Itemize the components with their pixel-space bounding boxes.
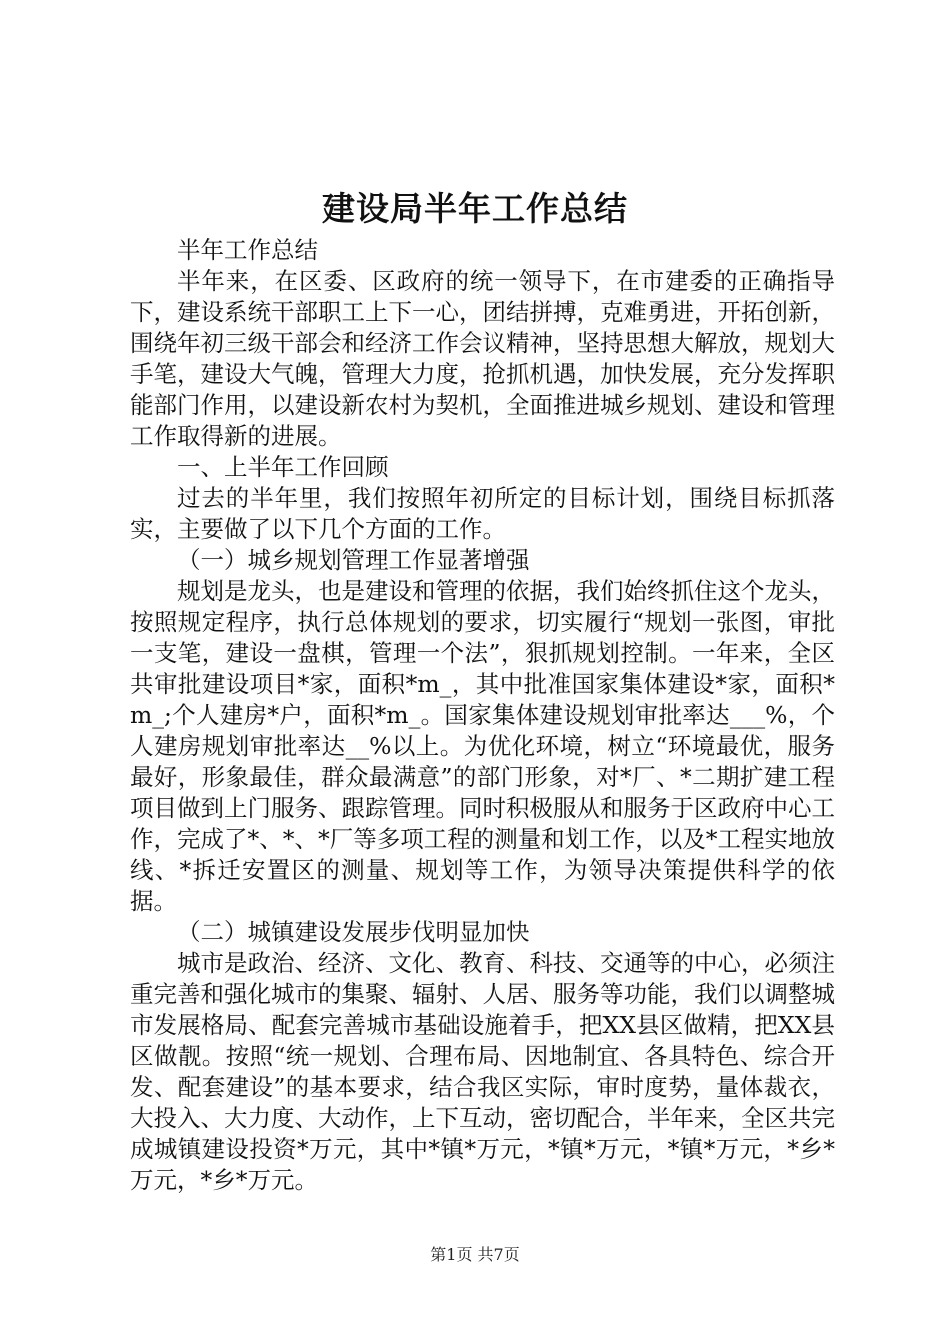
subtitle-line: 半年工作总结 xyxy=(177,236,318,264)
subsection-heading-planning: （一）城乡规划管理工作显著增强 xyxy=(177,546,530,574)
page-indicator: 第1页 共7页 xyxy=(430,1245,520,1264)
intro-paragraph: 半年来，在区委、区政府的统一领导下，在市建委的正确指导下，建设系统干部职工上下一心，团结拼搏，克难勇进，开拓创新，围绕年初三级干部会和经济工作会议精神，坚持思想大解放，规划大手笔，建设大气魄，管理大力度，抢抓机遇，加快发展，充分发挥职能部门作用，以建设新农村为契机，全面推进城乡规划、建设和管理工作取得新的进展。 xyxy=(130,267,835,450)
document-title: 建设局半年工作总结 xyxy=(322,189,628,228)
construction-paragraph: 城市是政治、经济、文化、教育、科技、交通等的中心，必须注重完善和强化城市的集聚、辐射、人居、服务等功能，我们以调整城市发展格局、配套完善城市基础设施着手，把XX县区做精，把XX县区做靓。按照“统一规划、合理布局、因地制宜、各具特色、综合开发、配套建设”的基本要求，结合我区实际，审时度势，量体裁衣，大投入、大力度、大动作，上下互动，密切配合，半年来，全区共完成城镇建设投资*万元，其中*镇*万元，*镇*万元，*镇*万元，*乡*万元，*乡*万元。 xyxy=(130,949,835,1194)
section-heading-review: 一、上半年工作回顾 xyxy=(177,453,389,481)
document-body xyxy=(130,235,835,1196)
subsection-heading-construction: （二）城镇建设发展步伐明显加快 xyxy=(177,918,530,946)
planning-paragraph: 规划是龙头，也是建设和管理的依据，我们始终抓住这个龙头，按照规定程序，执行总体规划的要求，切实履行“规划一张图，审批一支笔，建设一盘棋，管理一个法”，狠抓规划控制。一年来，全区共审批建设项目*家，面积*m_，其中批准国家集体建设*家，面积*m_;个人建房*户，面积*m_。国家集体建设规划审批率达___%，个人建房规划审批率达__%以上。为优化环境，树立“环境最优，服务最好，形象最佳，群众最满意”的部门形象，对*厂、*二期扩建工程项目做到上门服务、跟踪管理。同时积极服从和服务于区政府中心工作，完成了*、*、*厂等多项工程的测量和划工作，以及*工程实地放线、*拆迁安置区的测量、规划等工作，为领导决策提供科学的依据。 xyxy=(130,577,835,915)
review-paragraph: 过去的半年里，我们按照年初所定的目标计划，围绕目标抓落实，主要做了以下几个方面的工作。 xyxy=(130,484,835,543)
